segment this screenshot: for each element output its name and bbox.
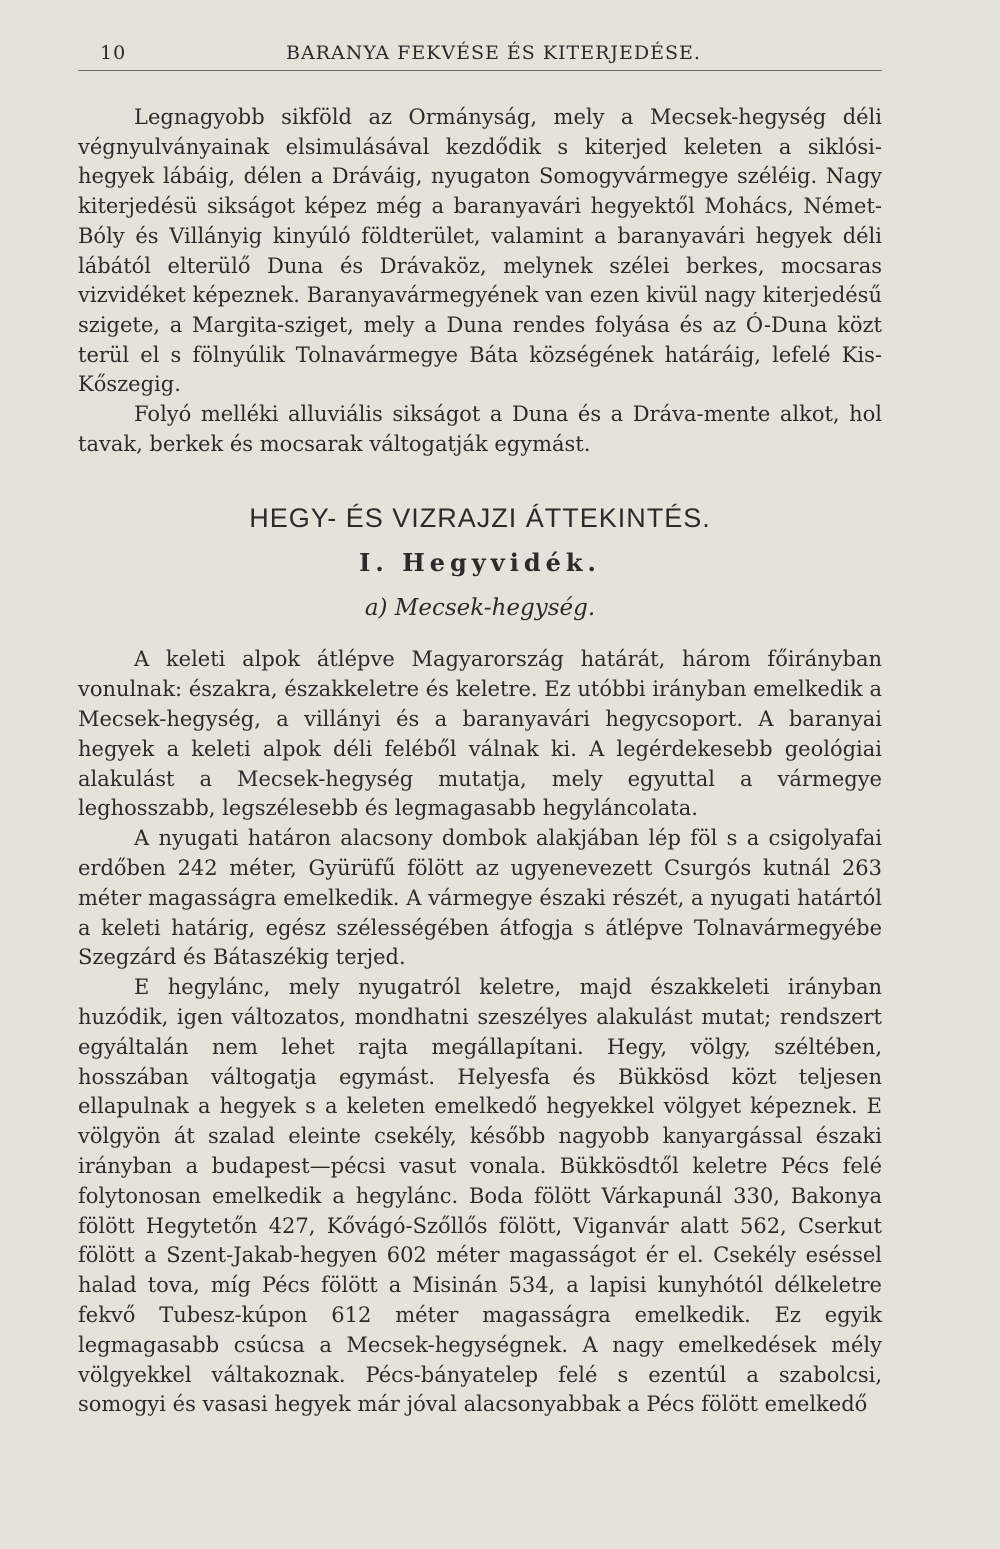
subsection-heading: a) Mecsek-hegység. xyxy=(364,595,596,622)
paragraph: A keleti alpok átlépve Magyarország határát, három főirányban vonulnak: északra, északkeletre és keletre. Ez utóbbi irányban emelkedik a Mecsek-hegység, a villányi és a baranyavári hegycsoport. A baranyai hegyek a keleti alpok déli feléből válnak ki. A legérdekesebb geológiai alakulást a Mecsek-hegység mutatja, mely egyuttal a vármegye leghosszabb, legszélesebb és legmagasabb hegyláncolata. xyxy=(78,647,882,821)
chapter-heading: I. Hegyvidék. xyxy=(359,548,601,578)
paragraph: E hegylánc, mely nyugatról keletre, majd északkeleti irányban huzódik, igen változatos, mondhatni szeszélyes alakulást mutat; rendszert egyáltalán nem lehet rajta megállapítani. Hegy, völgy, széltében, hosszában váltogatja egymást. Helyesfa és Bükkösd közt teljesen ellapulnak a hegyek s a keleten emelkedő hegyekkel völgyet képeznek. E völgyön át szalad eleinte csekély, később nagyobb kanyargással északi irányban a budapest—pécsi vasut vonala. Bükkösdtől keletre Pécs felé folytonosan emelkedik a hegylánc. Boda fölött Várkapunál 330, Bakonya fölött Hegytetőn 427, Kővágó-Szőllős fölött, Viganvár alatt 562, Cserkut fölött a Szent-Jakab-hegyen 602 méter magasságot ér el. Csekély eséssel halad tova, míg Pécs fölött a Misinán 534, a lapisi kunyhótól délkeletre fekvő Tubesz-kúpon 612 méter magasságra emelkedik. Ez egyik legmagasabb csúcsa a Mecsek-hegységnek. A nagy emelkedések mély völgyekkel váltakoznak. Pécs-bányatelep felé s ezentúl a szabolcsi, somogyi és vasasi hegyek már jóval alacsonyabbak a Pécs fölött emelkedő xyxy=(78,975,882,1417)
paragraph: A nyugati határon alacsony dombok alakjában lép föl s a csigolyafai erdőben 242 méter, Gyürüfű fölött az ugyenevezett Csurgós kutnál 263 méter magasságra emelkedik. A vármegye északi részét, a nyugati határtól a keleti határig, egész szélességében átfogja s átlépve Tolnavármegyébe Szegzárd és Bátaszékig terjed. xyxy=(78,826,882,970)
body-text-bottom xyxy=(78,645,882,1420)
running-header xyxy=(78,38,882,71)
section-heading: HEGY- ÉS VIZRAJZI ÁTTEKINTÉS. xyxy=(249,503,711,534)
running-title: BARANYA FEKVÉSE ÉS KITERJEDÉSE. xyxy=(286,42,701,64)
body-text-top xyxy=(78,103,882,459)
paragraph: Folyó melléki alluviális sikságot a Duna és a Dráva-mente alkot, hol tavak, berkek és mocsarak váltogatják egymást. xyxy=(78,402,882,456)
page-number: 10 xyxy=(100,42,127,64)
paragraph: Legnagyobb sikföld az Ormányság, mely a Mecsek-hegység déli végnyulványainak elsimulásával kezdődik s kiterjed keleten a siklósi-hegyek lábáig, délen a Dráváig, nyugaton Somogyvármegye széléig. Nagy kiterjedésü sikságot képez még a baranyavári hegyektől Mohács, Német-Bóly és Villányig kinyúló földterület, valamint a baranyavári hegyek déli lábától elterülő Duna és Drávaköz, melynek szélei berkes, mocsaras vizvidéket képeznek. Baranyavármegyének van ezen kivül nagy kiterjedésű szigete, a Margita-sziget, mely a Duna rendes folyása és az Ó-Duna közt terül el s fölnyúlik Tolnavármegye Báta községének határáig, lefelé Kis-Kőszegig. xyxy=(78,105,882,397)
